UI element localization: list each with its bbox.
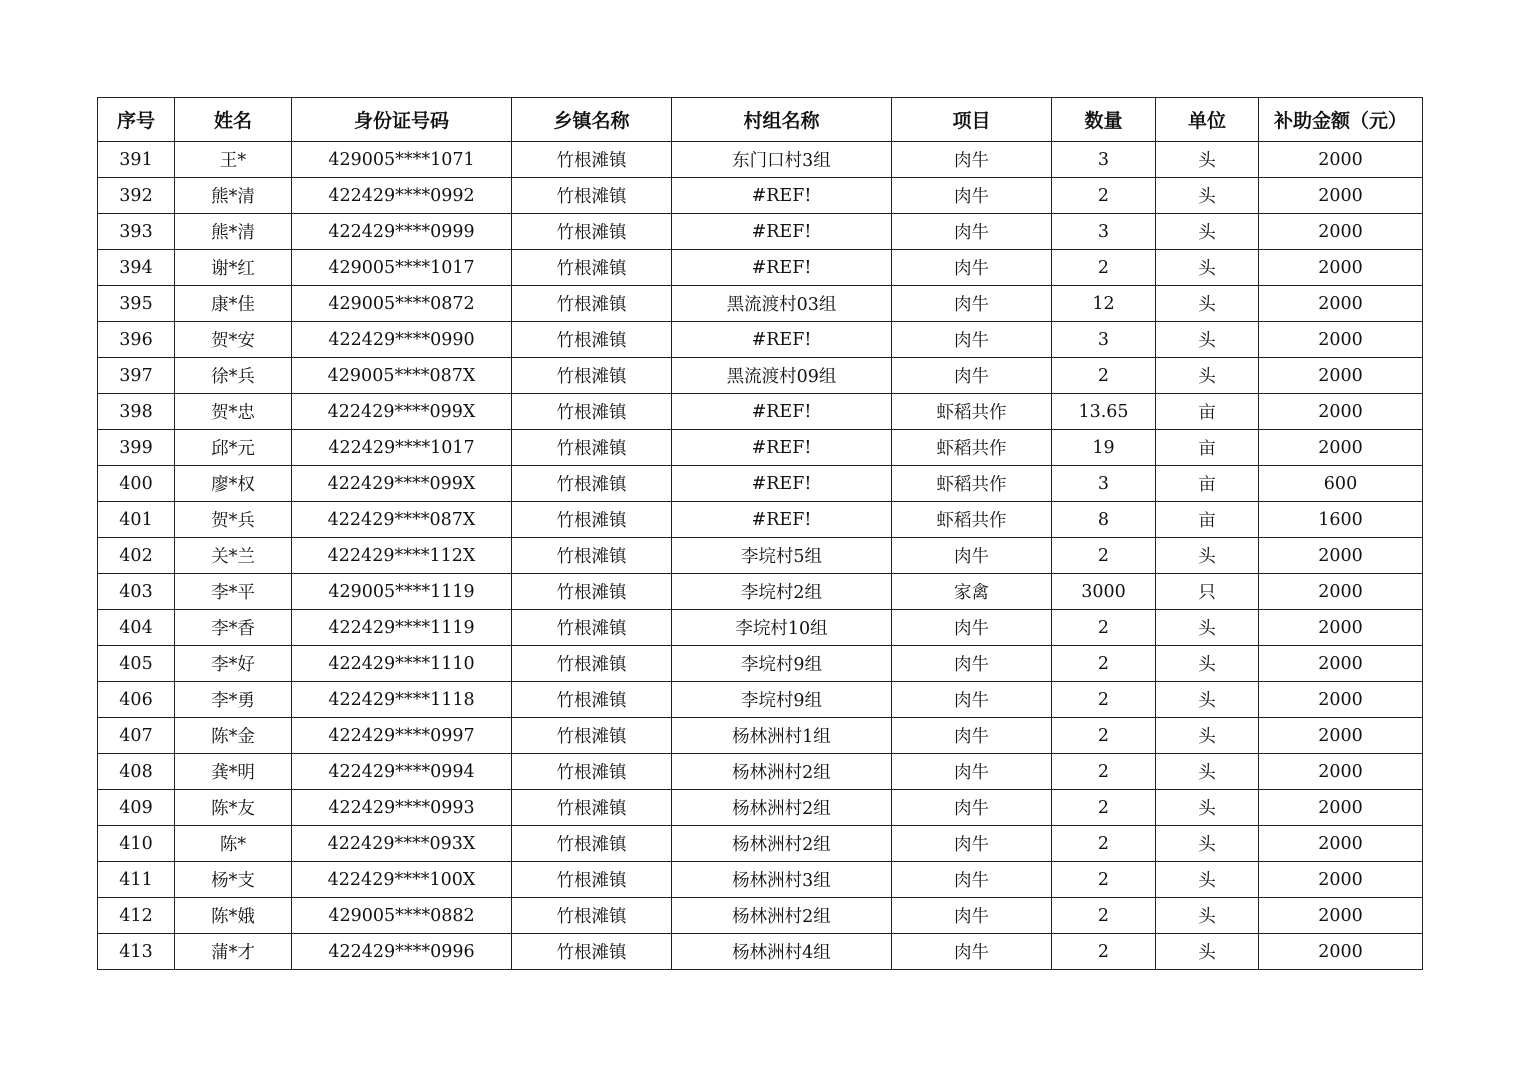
cell-unit: 头	[1156, 214, 1259, 250]
cell-serial: 410	[98, 826, 175, 862]
cell-id-number: 422429****1118	[292, 682, 512, 718]
cell-serial: 396	[98, 322, 175, 358]
table-row	[98, 358, 1423, 394]
cell-village-group: 李垸村9组	[672, 682, 892, 718]
cell-id-number: 429005****0882	[292, 898, 512, 934]
cell-quantity: 3	[1052, 322, 1156, 358]
cell-subsidy-amount: 2000	[1259, 322, 1423, 358]
header-project: 项目	[892, 98, 1052, 142]
cell-name: 贺*兵	[175, 502, 292, 538]
cell-subsidy-amount: 2000	[1259, 898, 1423, 934]
cell-quantity: 3000	[1052, 574, 1156, 610]
cell-village-group: #REF!	[672, 430, 892, 466]
cell-quantity: 3	[1052, 142, 1156, 178]
header-name: 姓名	[175, 98, 292, 142]
cell-township: 竹根滩镇	[512, 394, 672, 430]
cell-village-group: 黑流渡村09组	[672, 358, 892, 394]
cell-quantity: 2	[1052, 358, 1156, 394]
cell-unit: 头	[1156, 538, 1259, 574]
cell-subsidy-amount: 1600	[1259, 502, 1423, 538]
cell-project: 肉牛	[892, 250, 1052, 286]
cell-serial: 401	[98, 502, 175, 538]
cell-id-number: 422429****112X	[292, 538, 512, 574]
cell-quantity: 2	[1052, 790, 1156, 826]
cell-name: 李*勇	[175, 682, 292, 718]
cell-serial: 395	[98, 286, 175, 322]
cell-subsidy-amount: 2000	[1259, 610, 1423, 646]
cell-quantity: 2	[1052, 862, 1156, 898]
cell-project: 肉牛	[892, 322, 1052, 358]
table-row	[98, 718, 1423, 754]
cell-village-group: #REF!	[672, 250, 892, 286]
cell-serial: 412	[98, 898, 175, 934]
table-row	[98, 286, 1423, 322]
cell-name: 熊*清	[175, 178, 292, 214]
cell-serial: 403	[98, 574, 175, 610]
cell-name: 李*好	[175, 646, 292, 682]
table-row	[98, 862, 1423, 898]
cell-project: 肉牛	[892, 790, 1052, 826]
cell-township: 竹根滩镇	[512, 790, 672, 826]
cell-project: 肉牛	[892, 178, 1052, 214]
cell-id-number: 429005****1071	[292, 142, 512, 178]
cell-township: 竹根滩镇	[512, 322, 672, 358]
cell-project: 肉牛	[892, 934, 1052, 970]
table-row	[98, 790, 1423, 826]
cell-project: 肉牛	[892, 646, 1052, 682]
header-subsidy-amount: 补助金额（元）	[1259, 98, 1423, 142]
cell-serial: 399	[98, 430, 175, 466]
cell-id-number: 422429****087X	[292, 502, 512, 538]
cell-serial: 392	[98, 178, 175, 214]
cell-id-number: 422429****093X	[292, 826, 512, 862]
cell-project: 肉牛	[892, 754, 1052, 790]
cell-township: 竹根滩镇	[512, 898, 672, 934]
cell-village-group: #REF!	[672, 466, 892, 502]
table-row	[98, 250, 1423, 286]
cell-subsidy-amount: 2000	[1259, 358, 1423, 394]
cell-project: 虾稻共作	[892, 430, 1052, 466]
table-row	[98, 178, 1423, 214]
table-row	[98, 898, 1423, 934]
cell-quantity: 2	[1052, 898, 1156, 934]
cell-township: 竹根滩镇	[512, 682, 672, 718]
cell-township: 竹根滩镇	[512, 718, 672, 754]
cell-project: 肉牛	[892, 862, 1052, 898]
cell-name: 廖*权	[175, 466, 292, 502]
cell-township: 竹根滩镇	[512, 178, 672, 214]
cell-id-number: 422429****099X	[292, 394, 512, 430]
cell-project: 肉牛	[892, 718, 1052, 754]
cell-name: 康*佳	[175, 286, 292, 322]
cell-unit: 头	[1156, 790, 1259, 826]
cell-village-group: #REF!	[672, 394, 892, 430]
cell-serial: 413	[98, 934, 175, 970]
cell-id-number: 422429****1110	[292, 646, 512, 682]
cell-unit: 头	[1156, 358, 1259, 394]
cell-township: 竹根滩镇	[512, 286, 672, 322]
cell-village-group: 李垸村5组	[672, 538, 892, 574]
cell-unit: 头	[1156, 142, 1259, 178]
cell-village-group: 李垸村9组	[672, 646, 892, 682]
cell-serial: 394	[98, 250, 175, 286]
cell-unit: 头	[1156, 178, 1259, 214]
cell-project: 虾稻共作	[892, 502, 1052, 538]
cell-unit: 只	[1156, 574, 1259, 610]
cell-township: 竹根滩镇	[512, 862, 672, 898]
cell-quantity: 2	[1052, 754, 1156, 790]
cell-serial: 393	[98, 214, 175, 250]
cell-unit: 头	[1156, 826, 1259, 862]
cell-township: 竹根滩镇	[512, 430, 672, 466]
cell-township: 竹根滩镇	[512, 214, 672, 250]
cell-subsidy-amount: 2000	[1259, 574, 1423, 610]
cell-subsidy-amount: 2000	[1259, 142, 1423, 178]
cell-subsidy-amount: 2000	[1259, 934, 1423, 970]
cell-name: 李*香	[175, 610, 292, 646]
cell-village-group: 杨林洲村2组	[672, 898, 892, 934]
cell-id-number: 429005****1017	[292, 250, 512, 286]
cell-name: 贺*安	[175, 322, 292, 358]
header-row	[98, 98, 1423, 142]
cell-township: 竹根滩镇	[512, 142, 672, 178]
cell-township: 竹根滩镇	[512, 466, 672, 502]
cell-serial: 407	[98, 718, 175, 754]
cell-quantity: 8	[1052, 502, 1156, 538]
table-row	[98, 574, 1423, 610]
table-row	[98, 466, 1423, 502]
cell-project: 肉牛	[892, 358, 1052, 394]
cell-serial: 411	[98, 862, 175, 898]
table-row	[98, 502, 1423, 538]
cell-serial: 406	[98, 682, 175, 718]
header-unit: 单位	[1156, 98, 1259, 142]
cell-subsidy-amount: 600	[1259, 466, 1423, 502]
cell-name: 徐*兵	[175, 358, 292, 394]
cell-project: 虾稻共作	[892, 394, 1052, 430]
cell-name: 贺*忠	[175, 394, 292, 430]
cell-unit: 亩	[1156, 430, 1259, 466]
cell-id-number: 422429****0990	[292, 322, 512, 358]
cell-township: 竹根滩镇	[512, 610, 672, 646]
cell-id-number: 429005****0872	[292, 286, 512, 322]
header-village-group: 村组名称	[672, 98, 892, 142]
cell-subsidy-amount: 2000	[1259, 394, 1423, 430]
cell-name: 陈*娥	[175, 898, 292, 934]
cell-quantity: 2	[1052, 178, 1156, 214]
cell-id-number: 422429****0992	[292, 178, 512, 214]
cell-subsidy-amount: 2000	[1259, 646, 1423, 682]
cell-village-group: #REF!	[672, 214, 892, 250]
cell-township: 竹根滩镇	[512, 646, 672, 682]
cell-serial: 391	[98, 142, 175, 178]
cell-name: 杨*支	[175, 862, 292, 898]
table-row	[98, 682, 1423, 718]
header-township: 乡镇名称	[512, 98, 672, 142]
cell-township: 竹根滩镇	[512, 502, 672, 538]
cell-village-group: #REF!	[672, 178, 892, 214]
cell-subsidy-amount: 2000	[1259, 790, 1423, 826]
cell-township: 竹根滩镇	[512, 250, 672, 286]
cell-serial: 398	[98, 394, 175, 430]
cell-subsidy-amount: 2000	[1259, 250, 1423, 286]
cell-project: 肉牛	[892, 610, 1052, 646]
cell-subsidy-amount: 2000	[1259, 826, 1423, 862]
cell-quantity: 13.65	[1052, 394, 1156, 430]
table-row	[98, 214, 1423, 250]
cell-subsidy-amount: 2000	[1259, 286, 1423, 322]
cell-id-number: 422429****0999	[292, 214, 512, 250]
cell-quantity: 3	[1052, 214, 1156, 250]
cell-id-number: 429005****1119	[292, 574, 512, 610]
cell-name: 谢*红	[175, 250, 292, 286]
cell-subsidy-amount: 2000	[1259, 682, 1423, 718]
cell-serial: 400	[98, 466, 175, 502]
cell-township: 竹根滩镇	[512, 538, 672, 574]
cell-township: 竹根滩镇	[512, 574, 672, 610]
cell-unit: 头	[1156, 610, 1259, 646]
cell-name: 陈*金	[175, 718, 292, 754]
cell-project: 肉牛	[892, 214, 1052, 250]
cell-quantity: 2	[1052, 682, 1156, 718]
cell-village-group: 杨林洲村3组	[672, 862, 892, 898]
cell-unit: 亩	[1156, 394, 1259, 430]
table-row	[98, 394, 1423, 430]
table-row	[98, 538, 1423, 574]
cell-project: 肉牛	[892, 682, 1052, 718]
cell-name: 熊*清	[175, 214, 292, 250]
cell-unit: 头	[1156, 898, 1259, 934]
cell-id-number: 422429****100X	[292, 862, 512, 898]
cell-subsidy-amount: 2000	[1259, 538, 1423, 574]
cell-serial: 409	[98, 790, 175, 826]
cell-unit: 亩	[1156, 466, 1259, 502]
header-id-number: 身份证号码	[292, 98, 512, 142]
cell-village-group: 李垸村2组	[672, 574, 892, 610]
cell-name: 龚*明	[175, 754, 292, 790]
cell-project: 肉牛	[892, 826, 1052, 862]
cell-id-number: 422429****1119	[292, 610, 512, 646]
cell-village-group: #REF!	[672, 322, 892, 358]
cell-quantity: 2	[1052, 646, 1156, 682]
cell-township: 竹根滩镇	[512, 934, 672, 970]
subsidy-table	[97, 97, 1423, 970]
cell-id-number: 422429****0993	[292, 790, 512, 826]
cell-quantity: 2	[1052, 610, 1156, 646]
cell-project: 肉牛	[892, 142, 1052, 178]
cell-project: 肉牛	[892, 538, 1052, 574]
cell-unit: 头	[1156, 682, 1259, 718]
cell-id-number: 429005****087X	[292, 358, 512, 394]
cell-subsidy-amount: 2000	[1259, 178, 1423, 214]
cell-subsidy-amount: 2000	[1259, 430, 1423, 466]
cell-name: 关*兰	[175, 538, 292, 574]
cell-unit: 头	[1156, 250, 1259, 286]
cell-village-group: 杨林洲村2组	[672, 754, 892, 790]
cell-village-group: 东门口村3组	[672, 142, 892, 178]
table-row	[98, 934, 1423, 970]
cell-village-group: 杨林洲村2组	[672, 790, 892, 826]
table-row	[98, 142, 1423, 178]
cell-township: 竹根滩镇	[512, 826, 672, 862]
cell-id-number: 422429****0996	[292, 934, 512, 970]
cell-project: 虾稻共作	[892, 466, 1052, 502]
cell-quantity: 3	[1052, 466, 1156, 502]
table-row	[98, 646, 1423, 682]
table-body	[98, 142, 1423, 970]
cell-unit: 头	[1156, 322, 1259, 358]
table-row	[98, 826, 1423, 862]
cell-name: 邱*元	[175, 430, 292, 466]
cell-project: 肉牛	[892, 286, 1052, 322]
cell-quantity: 2	[1052, 934, 1156, 970]
cell-quantity: 2	[1052, 718, 1156, 754]
cell-serial: 408	[98, 754, 175, 790]
cell-id-number: 422429****1017	[292, 430, 512, 466]
cell-quantity: 2	[1052, 250, 1156, 286]
table-row	[98, 430, 1423, 466]
cell-name: 李*平	[175, 574, 292, 610]
cell-unit: 头	[1156, 718, 1259, 754]
cell-unit: 头	[1156, 934, 1259, 970]
cell-village-group: 黑流渡村03组	[672, 286, 892, 322]
cell-project: 家禽	[892, 574, 1052, 610]
cell-unit: 亩	[1156, 502, 1259, 538]
header-serial: 序号	[98, 98, 175, 142]
cell-village-group: 杨林洲村1组	[672, 718, 892, 754]
cell-id-number: 422429****0994	[292, 754, 512, 790]
cell-subsidy-amount: 2000	[1259, 214, 1423, 250]
cell-subsidy-amount: 2000	[1259, 754, 1423, 790]
cell-serial: 405	[98, 646, 175, 682]
cell-subsidy-amount: 2000	[1259, 862, 1423, 898]
cell-village-group: #REF!	[672, 502, 892, 538]
cell-quantity: 2	[1052, 826, 1156, 862]
cell-quantity: 2	[1052, 538, 1156, 574]
cell-quantity: 19	[1052, 430, 1156, 466]
cell-name: 陈*友	[175, 790, 292, 826]
cell-township: 竹根滩镇	[512, 358, 672, 394]
cell-unit: 头	[1156, 862, 1259, 898]
cell-unit: 头	[1156, 754, 1259, 790]
cell-id-number: 422429****099X	[292, 466, 512, 502]
cell-unit: 头	[1156, 286, 1259, 322]
cell-name: 陈*	[175, 826, 292, 862]
cell-serial: 397	[98, 358, 175, 394]
cell-name: 王*	[175, 142, 292, 178]
cell-project: 肉牛	[892, 898, 1052, 934]
cell-subsidy-amount: 2000	[1259, 718, 1423, 754]
cell-village-group: 李垸村10组	[672, 610, 892, 646]
table-row	[98, 754, 1423, 790]
cell-quantity: 12	[1052, 286, 1156, 322]
cell-id-number: 422429****0997	[292, 718, 512, 754]
table-row	[98, 322, 1423, 358]
cell-township: 竹根滩镇	[512, 754, 672, 790]
cell-village-group: 杨林洲村4组	[672, 934, 892, 970]
cell-name: 蒲*才	[175, 934, 292, 970]
cell-village-group: 杨林洲村2组	[672, 826, 892, 862]
header-quantity: 数量	[1052, 98, 1156, 142]
cell-serial: 402	[98, 538, 175, 574]
cell-unit: 头	[1156, 646, 1259, 682]
table-row	[98, 610, 1423, 646]
cell-serial: 404	[98, 610, 175, 646]
